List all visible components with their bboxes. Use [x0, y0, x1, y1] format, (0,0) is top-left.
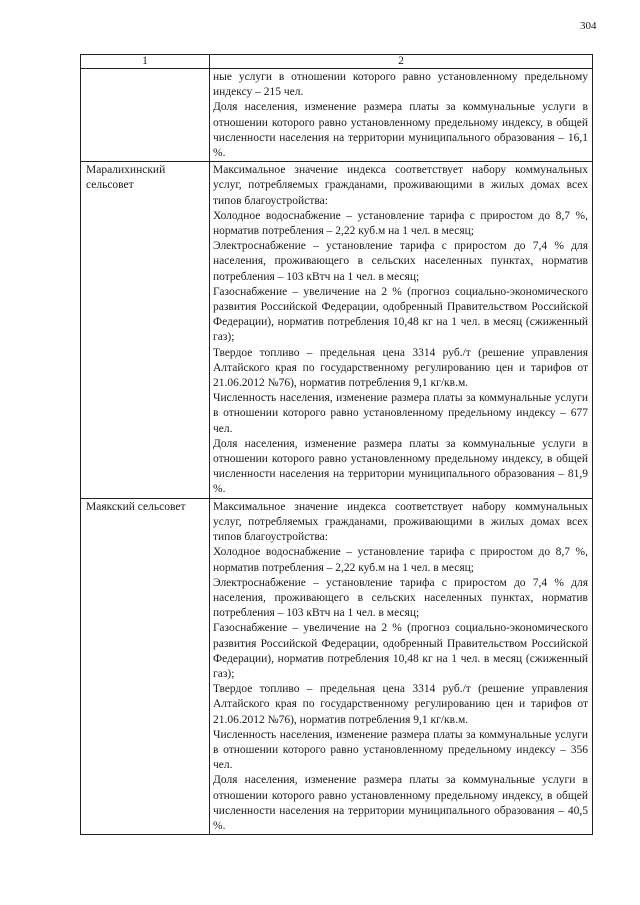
municipality-name: Маякский сельсовет — [86, 500, 186, 513]
paragraph: Доля населения, изменение размера платы за коммунальные услуги в отношении которого равно установленному предельному индексу, в общей численности населения на территории муниципального образования – 16,1 %. — [213, 101, 588, 160]
paragraph: Численность населения, изменение размера платы за коммунальные услуги в отношении которого равно установленному предельному индексу – 677 чел. — [213, 392, 588, 435]
table-row-continuation — [81, 69, 593, 162]
paragraph: Газоснабжение – увеличение на 2 % (прогноз социально-экономического развития Российской Федерации, одобренный Правительством Российской Федерации), норматив потребления 10,48 кг на 1 чел. в месяц (сжиженный газ); — [213, 622, 588, 680]
paragraph: Электроснабжение – установление тарифа с приростом до 7,4 % для населения, проживающего в сельских населенных пунктах, норматив потребления – 103 кВтч на 1 чел. в месяц; — [213, 576, 588, 620]
table-header-row — [81, 55, 593, 69]
content-cell — [210, 498, 593, 834]
paragraph: Холодное водоснабжение – установление тарифа с приростом до 8,7 %, норматив потребления – 2,22 куб.м на 1 чел. в месяц; — [213, 209, 588, 238]
paragraph: ные услуги в отношении которого равно установленному предельному индексу – 215 чел. — [213, 71, 588, 99]
paragraph: Электроснабжение – установление тарифа с приростом до 7,4 % для населения, проживающего в сельских населенных пунктах, норматив потребления – 103 кВтч на 1 чел. в месяц; — [213, 240, 588, 283]
paragraph: Газоснабжение – увеличение на 2 % (прогноз социально-экономического развития Российской Федерации, одобренный Правительством Российской Федерации), норматив потребления 10,48 кг на 1 чел. в месяц (сжиженный газ); — [213, 285, 588, 344]
paragraph: Доля населения, изменение размера платы за коммунальные услуги в отношении которого равно установленному предельному индексу, в общей численности населения на территории муниципального образования – 40,5 %. — [213, 774, 588, 832]
table-row-mayaksky — [81, 498, 593, 834]
index-table — [80, 54, 593, 835]
content-cell — [210, 69, 593, 162]
municipality-name-cell — [81, 498, 210, 834]
municipality-name-cell — [81, 162, 210, 498]
empty-name-cell — [81, 69, 210, 162]
content-cell — [210, 162, 593, 498]
municipality-name: Маралихинский сельсовет — [86, 164, 166, 192]
paragraph: Максимальное значение индекса соответствует набору коммунальных услуг, потребляемых гражданами, проживающими в жилых домах всех типов благоустройства: — [213, 164, 588, 207]
page-number: 304 — [580, 20, 597, 32]
paragraph: Максимальное значение индекса соответствует набору коммунальных услуг, потребляемых гражданами, проживающими в жилых домах всех типов благоустройства: — [213, 500, 588, 544]
paragraph: Холодное водоснабжение – установление тарифа с приростом до 8,7 %, норматив потребления – 2,22 куб.м на 1 чел. в месяц; — [213, 546, 588, 574]
paragraph: Твердое топливо – предельная цена 3314 руб./т (решение управления Алтайского края по государственному регулированию цен и тарифов от 21.06.2012 №76), норматив потребления 9,1 кг/кв.м. — [213, 683, 588, 726]
paragraph: Численность населения, изменение размера платы за коммунальные услуги в отношении которого равно установленному предельному индексу – 356 чел. — [213, 728, 588, 772]
column-header-2: 2 — [210, 55, 593, 69]
paragraph: Доля населения, изменение размера платы за коммунальные услуги в отношении которого равно установленному предельному индексу, в общей численности населения на территории муниципального образования – 81,9 %. — [213, 437, 588, 496]
column-header-1: 1 — [81, 55, 210, 69]
table-row-maralikhinsky — [81, 162, 593, 498]
paragraph: Твердое топливо – предельная цена 3314 руб./т (решение управления Алтайского края по государственному регулированию цен и тарифов от 21.06.2012 №76), норматив потребления 9,1 кг/кв.м. — [213, 346, 588, 390]
